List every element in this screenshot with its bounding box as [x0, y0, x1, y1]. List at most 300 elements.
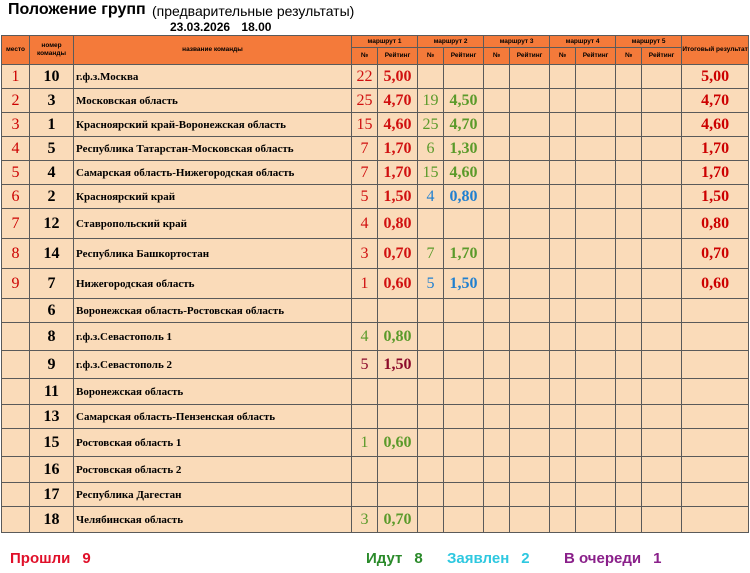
- route-3-num-cell: [484, 269, 510, 299]
- place-cell: 3: [2, 113, 30, 137]
- route-3-rating-cell: [510, 429, 550, 457]
- place-cell: [2, 483, 30, 507]
- route-4-num-cell: [550, 137, 576, 161]
- route-4-rating-cell: [576, 137, 616, 161]
- applied-value: 2: [521, 550, 530, 567]
- route-2-rating-cell: 4,50: [444, 89, 484, 113]
- route-1-rating-cell: 1,50: [378, 351, 418, 379]
- total-cell: [682, 299, 749, 323]
- route-5-rating-cell: [642, 113, 682, 137]
- team-number-cell: 5: [30, 137, 74, 161]
- route-2-rating-cell: 1,70: [444, 239, 484, 269]
- route-5-num-cell: [616, 457, 642, 483]
- table-row: [2, 161, 749, 185]
- route-4-num-cell: [550, 379, 576, 405]
- route-5-rating-cell: [642, 299, 682, 323]
- route-1-rating-cell: [378, 379, 418, 405]
- team-name-cell: Самарская область-Пензенская область: [74, 405, 352, 429]
- route-5-header: маршрут 5: [616, 36, 682, 48]
- route-5-num-cell: [616, 351, 642, 379]
- total-cell: [682, 429, 749, 457]
- team-number-cell: 6: [30, 299, 74, 323]
- route-1-num-cell: [352, 457, 378, 483]
- route-3-num-cell: [484, 457, 510, 483]
- place-cell: [2, 351, 30, 379]
- route-2-num-cell: 25: [418, 113, 444, 137]
- route-4-num-cell: [550, 457, 576, 483]
- table-row: [2, 429, 749, 457]
- page-subtitle: (предварительные результаты): [152, 3, 355, 19]
- route-1-rating-cell: 0,70: [378, 239, 418, 269]
- route-5-rating-cell: [642, 405, 682, 429]
- route-2-num-cell: 19: [418, 89, 444, 113]
- route-2-rating-cell: [444, 457, 484, 483]
- place-cell: 6: [2, 185, 30, 209]
- route-1-rating-cell: 0,60: [378, 269, 418, 299]
- table-row: [2, 323, 749, 351]
- route-1-num-cell: [352, 299, 378, 323]
- team-name-cell: Ростовская область 1: [74, 429, 352, 457]
- place-cell: [2, 507, 30, 533]
- route-4-rating-cell: [576, 209, 616, 239]
- route-3-rating-cell: [510, 507, 550, 533]
- place-cell: 9: [2, 269, 30, 299]
- place-cell: 2: [2, 89, 30, 113]
- route-4-num-cell: [550, 89, 576, 113]
- route-2-num-cell: [418, 65, 444, 89]
- team-number-cell: 18: [30, 507, 74, 533]
- route-2-num-cell: [418, 507, 444, 533]
- applied-count: [447, 550, 530, 567]
- route-3-rating-cell: [510, 137, 550, 161]
- route-2-rating-cell: [444, 209, 484, 239]
- route-5-num-cell: [616, 379, 642, 405]
- route-3-rating-cell: [510, 405, 550, 429]
- route-1-num-cell: [352, 483, 378, 507]
- total-cell: [682, 323, 749, 351]
- route-4-num-cell: [550, 299, 576, 323]
- team-name-cell: Ростовская область 2: [74, 457, 352, 483]
- team-number-cell: 7: [30, 269, 74, 299]
- team-number-cell: 2: [30, 185, 74, 209]
- route-5-num-cell: [616, 161, 642, 185]
- route-5-rating-cell: [642, 185, 682, 209]
- route-1-rating-cell: [378, 405, 418, 429]
- route-5-num-cell: [616, 483, 642, 507]
- total-cell: [682, 457, 749, 483]
- route-1-rating-cell: 4,70: [378, 89, 418, 113]
- route-5-rating-cell: [642, 379, 682, 405]
- route-2-rating-cell: [444, 483, 484, 507]
- route-2-num-cell: [418, 379, 444, 405]
- route-1-num-cell: [352, 379, 378, 405]
- route-1-rating-cell: 0,70: [378, 507, 418, 533]
- route-4-rating-cell: [576, 161, 616, 185]
- route-5-num-cell: [616, 185, 642, 209]
- route-4-num-cell: [550, 239, 576, 269]
- route-5-rating-cell: [642, 89, 682, 113]
- route-4-rating-cell: [576, 323, 616, 351]
- page-header: [8, 0, 748, 34]
- route-1-num-cell: 5: [352, 185, 378, 209]
- table-row: [2, 483, 749, 507]
- route-3-num-cell: [484, 483, 510, 507]
- standings-table: [1, 35, 749, 533]
- route-1-num-cell: 5: [352, 351, 378, 379]
- route-5-num-cell: [616, 323, 642, 351]
- route-1-rating-cell: 0,80: [378, 323, 418, 351]
- route-5-rating-cell: [642, 483, 682, 507]
- route-4-rating-cell: [576, 379, 616, 405]
- route-5-rating-cell: [642, 209, 682, 239]
- route-5-num-cell: [616, 507, 642, 533]
- place-cell: 8: [2, 239, 30, 269]
- table-row: [2, 65, 749, 89]
- route-1-num-cell: 25: [352, 89, 378, 113]
- table-row: [2, 405, 749, 429]
- total-cell: [682, 405, 749, 429]
- route-4-num-cell: [550, 185, 576, 209]
- route-4-num-cell: [550, 483, 576, 507]
- queue-count: [564, 550, 661, 567]
- route-4-rating-cell: [576, 507, 616, 533]
- team-number-cell: 9: [30, 351, 74, 379]
- route-3-rating-cell: [510, 161, 550, 185]
- route-3-num-cell: [484, 113, 510, 137]
- team-name-cell: г.ф.з.Севастополь 1: [74, 323, 352, 351]
- place-cell: [2, 429, 30, 457]
- route-4-num-cell: [550, 405, 576, 429]
- total-cell: 0,60: [682, 269, 749, 299]
- total-cell: 1,50: [682, 185, 749, 209]
- route-4-rating-cell: [576, 299, 616, 323]
- route-3-num-cell: [484, 161, 510, 185]
- total-cell: [682, 379, 749, 405]
- route-3-rating-cell: [510, 65, 550, 89]
- route-2-rating-cell: [444, 323, 484, 351]
- route-num-header: №: [550, 48, 576, 65]
- time-label: 18.00: [241, 20, 272, 34]
- route-5-rating-cell: [642, 323, 682, 351]
- date-time: [170, 20, 279, 34]
- route-1-num-cell: 22: [352, 65, 378, 89]
- route-5-num-cell: [616, 89, 642, 113]
- going-count: [366, 550, 423, 567]
- total-cell: 0,80: [682, 209, 749, 239]
- route-1-rating-cell: 0,60: [378, 429, 418, 457]
- route-5-num-cell: [616, 113, 642, 137]
- route-2-num-cell: [418, 429, 444, 457]
- table-row: [2, 113, 749, 137]
- route-5-num-cell: [616, 405, 642, 429]
- queue-value: 1: [653, 550, 662, 567]
- going-label: Идут: [366, 550, 403, 567]
- route-1-rating-cell: [378, 299, 418, 323]
- route-1-rating-cell: 1,70: [378, 161, 418, 185]
- route-4-rating-cell: [576, 65, 616, 89]
- route-2-rating-cell: [444, 379, 484, 405]
- route-2-num-cell: [418, 405, 444, 429]
- route-3-rating-cell: [510, 89, 550, 113]
- route-3-num-cell: [484, 65, 510, 89]
- route-3-rating-cell: [510, 185, 550, 209]
- route-1-rating-cell: 4,60: [378, 113, 418, 137]
- passed-label: Прошли: [10, 550, 71, 567]
- total-cell: 4,60: [682, 113, 749, 137]
- route-5-num-cell: [616, 65, 642, 89]
- route-2-rating-cell: [444, 65, 484, 89]
- team-number-cell: 14: [30, 239, 74, 269]
- team-number-cell: 11: [30, 379, 74, 405]
- route-5-num-cell: [616, 299, 642, 323]
- total-cell: 5,00: [682, 65, 749, 89]
- place-cell: 1: [2, 65, 30, 89]
- team-name-cell: Московская область: [74, 89, 352, 113]
- col-team-number-header: номер команды: [30, 36, 74, 65]
- route-5-rating-cell: [642, 457, 682, 483]
- team-name-cell: Челябинская область: [74, 507, 352, 533]
- table-row: [2, 185, 749, 209]
- team-number-cell: 4: [30, 161, 74, 185]
- route-4-num-cell: [550, 65, 576, 89]
- route-num-header: №: [418, 48, 444, 65]
- place-cell: 5: [2, 161, 30, 185]
- route-2-rating-cell: [444, 299, 484, 323]
- route-1-num-cell: 1: [352, 269, 378, 299]
- route-3-num-cell: [484, 239, 510, 269]
- table-row: [2, 239, 749, 269]
- route-1-rating-cell: 5,00: [378, 65, 418, 89]
- place-cell: 4: [2, 137, 30, 161]
- route-1-num-cell: 4: [352, 209, 378, 239]
- team-number-cell: 15: [30, 429, 74, 457]
- team-name-cell: Нижегородская область: [74, 269, 352, 299]
- route-2-num-cell: [418, 209, 444, 239]
- route-5-rating-cell: [642, 239, 682, 269]
- going-value: 8: [414, 550, 423, 567]
- team-name-cell: г.ф.з.Севастополь 2: [74, 351, 352, 379]
- route-4-num-cell: [550, 269, 576, 299]
- route-4-rating-cell: [576, 269, 616, 299]
- route-2-num-cell: 15: [418, 161, 444, 185]
- applied-label: Заявлен: [447, 550, 510, 567]
- route-3-num-cell: [484, 89, 510, 113]
- place-cell: [2, 379, 30, 405]
- route-rating-header: Рейтинг: [576, 48, 616, 65]
- team-number-cell: 12: [30, 209, 74, 239]
- route-2-header: маршрут 2: [418, 36, 484, 48]
- total-cell: 0,70: [682, 239, 749, 269]
- team-number-cell: 13: [30, 405, 74, 429]
- total-cell: [682, 351, 749, 379]
- route-5-rating-cell: [642, 507, 682, 533]
- team-number-cell: 1: [30, 113, 74, 137]
- route-rating-header: Рейтинг: [510, 48, 550, 65]
- route-1-header: маршрут 1: [352, 36, 418, 48]
- route-2-num-cell: [418, 457, 444, 483]
- route-2-rating-cell: 1,30: [444, 137, 484, 161]
- route-5-num-cell: [616, 137, 642, 161]
- team-number-cell: 16: [30, 457, 74, 483]
- route-1-rating-cell: 1,70: [378, 137, 418, 161]
- route-2-rating-cell: 1,50: [444, 269, 484, 299]
- team-name-cell: Красноярский край-Воронежская область: [74, 113, 352, 137]
- route-num-header: №: [352, 48, 378, 65]
- team-name-cell: Республика Татарстан-Московская область: [74, 137, 352, 161]
- table-row: [2, 457, 749, 483]
- route-2-rating-cell: [444, 429, 484, 457]
- route-4-num-cell: [550, 113, 576, 137]
- route-3-rating-cell: [510, 269, 550, 299]
- route-3-num-cell: [484, 405, 510, 429]
- place-cell: [2, 457, 30, 483]
- place-cell: 7: [2, 209, 30, 239]
- route-1-num-cell: 7: [352, 161, 378, 185]
- status-footer: [0, 550, 750, 572]
- route-3-num-cell: [484, 137, 510, 161]
- col-team-name-header: название команды: [74, 36, 352, 65]
- place-cell: [2, 405, 30, 429]
- route-2-num-cell: 6: [418, 137, 444, 161]
- route-4-rating-cell: [576, 89, 616, 113]
- route-num-header: №: [616, 48, 642, 65]
- route-5-num-cell: [616, 209, 642, 239]
- route-2-rating-cell: [444, 507, 484, 533]
- col-place-header: место: [2, 36, 30, 65]
- route-4-header: маршрут 4: [550, 36, 616, 48]
- route-1-num-cell: 15: [352, 113, 378, 137]
- route-2-rating-cell: [444, 351, 484, 379]
- route-2-num-cell: [418, 299, 444, 323]
- route-4-rating-cell: [576, 429, 616, 457]
- col-total-header: Итоговый результат: [682, 36, 749, 65]
- route-1-rating-cell: 0,80: [378, 209, 418, 239]
- route-3-num-cell: [484, 323, 510, 351]
- team-name-cell: Красноярский край: [74, 185, 352, 209]
- route-3-num-cell: [484, 429, 510, 457]
- route-3-rating-cell: [510, 323, 550, 351]
- team-number-cell: 8: [30, 323, 74, 351]
- route-3-num-cell: [484, 209, 510, 239]
- route-3-num-cell: [484, 351, 510, 379]
- route-4-num-cell: [550, 161, 576, 185]
- route-3-num-cell: [484, 379, 510, 405]
- route-4-rating-cell: [576, 405, 616, 429]
- route-5-rating-cell: [642, 65, 682, 89]
- route-2-rating-cell: [444, 405, 484, 429]
- route-1-rating-cell: 1,50: [378, 185, 418, 209]
- route-3-rating-cell: [510, 113, 550, 137]
- total-cell: [682, 483, 749, 507]
- route-3-rating-cell: [510, 483, 550, 507]
- table-row: [2, 379, 749, 405]
- team-name-cell: Самарская область-Нижегородская область: [74, 161, 352, 185]
- route-5-num-cell: [616, 429, 642, 457]
- route-5-rating-cell: [642, 161, 682, 185]
- route-1-num-cell: 4: [352, 323, 378, 351]
- route-2-num-cell: [418, 483, 444, 507]
- route-3-header: маршрут 3: [484, 36, 550, 48]
- route-4-rating-cell: [576, 351, 616, 379]
- queue-label: В очереди: [564, 550, 642, 567]
- route-5-num-cell: [616, 239, 642, 269]
- route-3-rating-cell: [510, 209, 550, 239]
- table-row: [2, 137, 749, 161]
- date-label: 23.03.2026: [170, 20, 231, 34]
- table-row: [2, 89, 749, 113]
- route-4-num-cell: [550, 507, 576, 533]
- route-rating-header: Рейтинг: [378, 48, 418, 65]
- route-3-num-cell: [484, 185, 510, 209]
- route-4-rating-cell: [576, 239, 616, 269]
- table-row: [2, 507, 749, 533]
- route-3-rating-cell: [510, 299, 550, 323]
- route-2-num-cell: [418, 351, 444, 379]
- route-4-rating-cell: [576, 185, 616, 209]
- route-3-rating-cell: [510, 351, 550, 379]
- standings-body: [2, 65, 749, 533]
- route-2-rating-cell: 4,60: [444, 161, 484, 185]
- route-4-rating-cell: [576, 483, 616, 507]
- route-1-num-cell: 1: [352, 429, 378, 457]
- team-number-cell: 10: [30, 65, 74, 89]
- route-2-num-cell: [418, 323, 444, 351]
- team-name-cell: Воронежская область: [74, 379, 352, 405]
- route-2-num-cell: 5: [418, 269, 444, 299]
- team-name-cell: Республика Башкортостан: [74, 239, 352, 269]
- table-row: [2, 269, 749, 299]
- team-number-cell: 17: [30, 483, 74, 507]
- route-1-rating-cell: [378, 457, 418, 483]
- total-cell: 1,70: [682, 161, 749, 185]
- route-2-num-cell: 4: [418, 185, 444, 209]
- route-2-num-cell: 7: [418, 239, 444, 269]
- team-name-cell: г.ф.з.Москва: [74, 65, 352, 89]
- route-5-rating-cell: [642, 351, 682, 379]
- team-number-cell: 3: [30, 89, 74, 113]
- total-cell: 4,70: [682, 89, 749, 113]
- total-cell: 1,70: [682, 137, 749, 161]
- route-4-num-cell: [550, 429, 576, 457]
- route-1-num-cell: 7: [352, 137, 378, 161]
- route-4-num-cell: [550, 351, 576, 379]
- page-title: Положение групп: [8, 1, 146, 18]
- place-cell: [2, 323, 30, 351]
- passed-value: 9: [82, 550, 91, 567]
- route-3-rating-cell: [510, 379, 550, 405]
- route-4-num-cell: [550, 209, 576, 239]
- table-row: [2, 299, 749, 323]
- route-5-num-cell: [616, 269, 642, 299]
- route-1-num-cell: 3: [352, 507, 378, 533]
- route-rating-header: Рейтинг: [642, 48, 682, 65]
- table-row: [2, 209, 749, 239]
- table-row: [2, 351, 749, 379]
- team-name-cell: Республика Дагестан: [74, 483, 352, 507]
- passed-count: [10, 550, 91, 567]
- place-cell: [2, 299, 30, 323]
- route-1-rating-cell: [378, 483, 418, 507]
- route-3-rating-cell: [510, 457, 550, 483]
- route-1-num-cell: [352, 405, 378, 429]
- route-5-rating-cell: [642, 269, 682, 299]
- route-5-rating-cell: [642, 137, 682, 161]
- route-2-rating-cell: 0,80: [444, 185, 484, 209]
- route-num-header: №: [484, 48, 510, 65]
- route-1-num-cell: 3: [352, 239, 378, 269]
- route-4-num-cell: [550, 323, 576, 351]
- route-rating-header: Рейтинг: [444, 48, 484, 65]
